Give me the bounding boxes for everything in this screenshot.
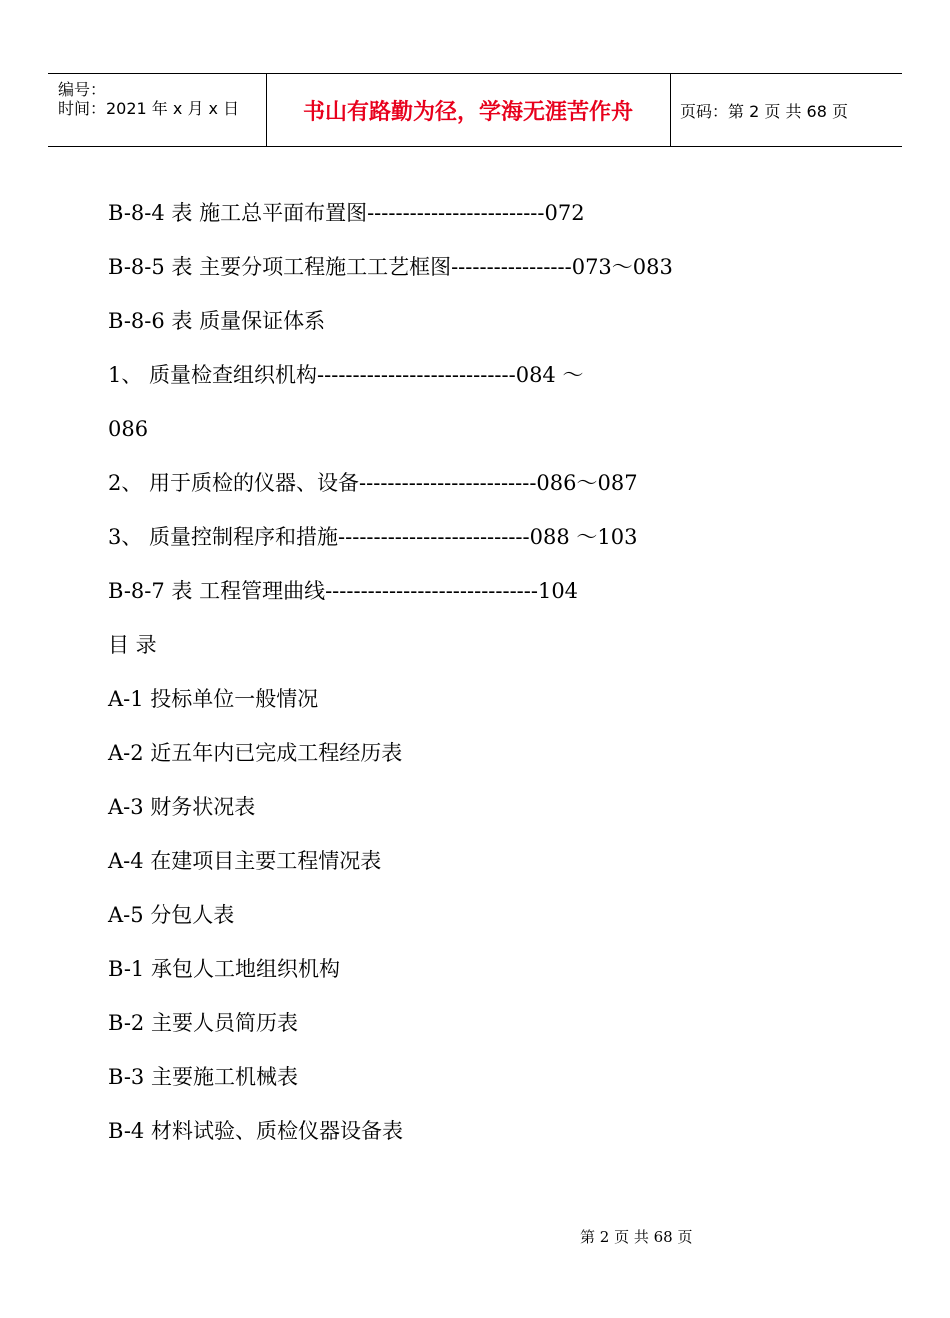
- table-of-contents: [108, 190, 868, 1162]
- toc-line: B-3 主要施工机械表: [108, 1065, 298, 1089]
- motto-text: 书山有路勤为径，学海无涯苦作舟: [302, 99, 633, 125]
- toc-line: B-8-4 表 施工总平面布置图-------------------------072: [108, 201, 585, 225]
- toc-line: 086: [108, 417, 149, 441]
- toc-line: 3、 质量控制程序和措施---------------------------088 ～103: [108, 525, 638, 549]
- toc-line: B-4 材料试验、质检仪器设备表: [108, 1119, 403, 1143]
- toc-line: A-4 在建项目主要工程情况表: [108, 849, 382, 873]
- toc-line: 1、 质量检查组织机构----------------------------084 ～: [108, 363, 584, 387]
- toc-line: B-8-5 表 主要分项工程施工工艺框图-----------------073～083: [108, 255, 673, 279]
- toc-line: A-1 投标单位一般情况: [108, 687, 319, 711]
- header-page-cell: [670, 74, 902, 146]
- toc-heading: 目 录: [108, 633, 157, 657]
- header-page-info: 页码：第 2 页 共 68 页: [680, 101, 848, 121]
- document-header: [48, 73, 902, 147]
- toc-line: B-8-6 表 质量保证体系: [108, 309, 326, 333]
- header-meta-cell: [48, 74, 267, 146]
- document-date: 时间：2021 年 x 月 x 日: [58, 99, 240, 118]
- page-footer: 第 2 页 共 68 页: [580, 1228, 693, 1246]
- toc-line: 2、 用于质检的仪器、设备-------------------------086～087: [108, 471, 638, 495]
- toc-line: A-2 近五年内已完成工程经历表: [108, 741, 403, 765]
- header-motto-cell: [266, 74, 671, 146]
- toc-line: B-8-7 表 工程管理曲线------------------------------104: [108, 579, 579, 603]
- toc-line: A-5 分包人表: [108, 903, 235, 927]
- toc-line: B-2 主要人员简历表: [108, 1011, 298, 1035]
- document-number-label: 编号：: [58, 80, 107, 99]
- toc-line: B-1 承包人工地组织机构: [108, 957, 340, 981]
- toc-line: A-3 财务状况表: [108, 795, 256, 819]
